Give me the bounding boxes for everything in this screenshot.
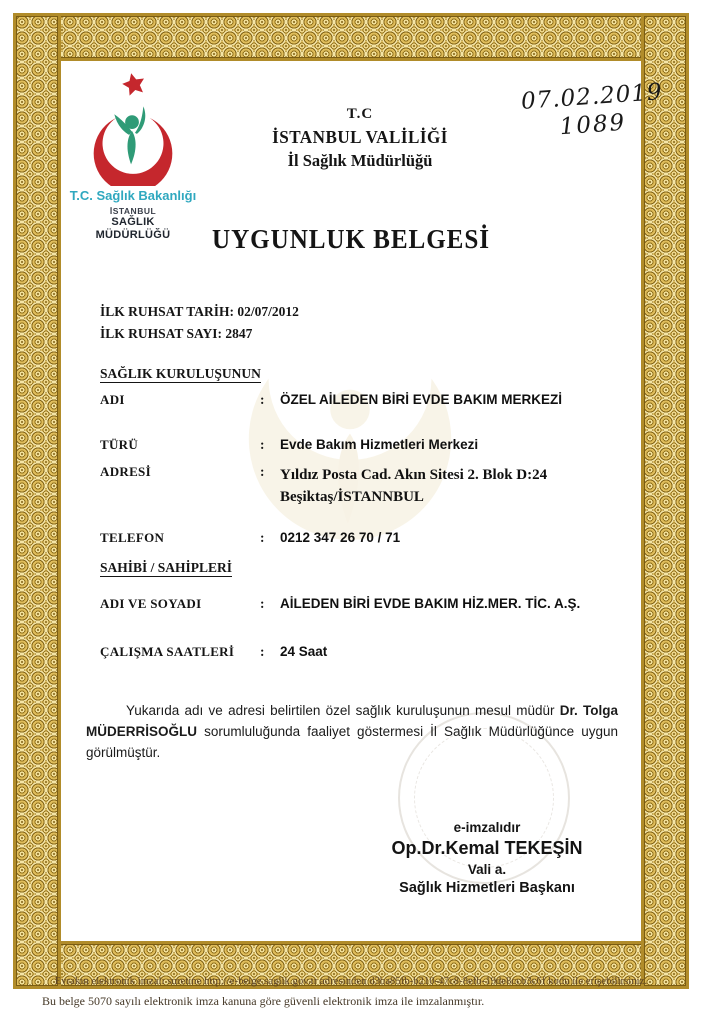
approval-text-part2: sorumluluğunda faaliyet göstermesi İl Sağlık Müdürlüğünce uygun görülmüştür. bbox=[86, 724, 618, 760]
esignature-label: e-imzalıdır bbox=[453, 820, 521, 835]
field-value-phone: 0212 347 26 70 / 71 bbox=[280, 530, 401, 545]
watermark-crescent-icon bbox=[205, 295, 495, 630]
colon-separator: : bbox=[260, 464, 265, 479]
field-label-phone: TELEFON bbox=[100, 530, 165, 545]
signatory-deputy-label: Vali a. bbox=[467, 862, 507, 877]
footer-verification-line: Evrakın elektronik imzalı suretine http://e-belge.saglik.gov.tr adresinden d3ba85fb-b210-47c8-8efb-19de8ccb3c6f kodu ile erişebilirsiniz. bbox=[54, 976, 648, 987]
logo-org-line1: SAĞLIK bbox=[111, 216, 155, 228]
signature-block bbox=[352, 820, 622, 896]
handwritten-number: 1089 bbox=[558, 109, 628, 141]
handwritten-annotation bbox=[520, 79, 663, 143]
license-date-line: İLK RUHSAT TARİH: 02/07/2012 bbox=[100, 304, 299, 319]
field-row-owner-name bbox=[100, 596, 620, 612]
field-value-working-hours: 24 Saat bbox=[280, 644, 328, 659]
license-block bbox=[100, 301, 299, 345]
colon-separator: : bbox=[260, 437, 265, 452]
field-value-type: Evde Bakım Hizmetleri Merkezi bbox=[280, 437, 479, 452]
ministry-logo bbox=[58, 70, 208, 242]
field-value-name: ÖZEL AİLEDEN BİRİ EVDE BAKIM MERKEZİ bbox=[280, 392, 563, 407]
field-row-address bbox=[100, 464, 620, 508]
signatory-name: Op.Dr.Kemal TEKEŞİN bbox=[391, 838, 583, 858]
header-tc: T.C bbox=[346, 106, 374, 122]
field-row-name bbox=[100, 392, 620, 408]
section-owner-header: SAHİBİ / SAHİPLERİ bbox=[100, 560, 233, 575]
field-value-address bbox=[280, 464, 620, 508]
approval-manager-name: Dr. Tolga MÜDERRİSOĞLU bbox=[86, 703, 618, 739]
field-label-working-hours: ÇALIŞMA SAATLERİ bbox=[100, 644, 235, 659]
certificate-title: UYGUNLUK BELGESİ bbox=[212, 224, 490, 254]
colon-separator: : bbox=[260, 392, 265, 407]
field-row-phone bbox=[100, 530, 620, 546]
license-number-line: İLK RUHSAT SAYI: 2847 bbox=[100, 326, 253, 341]
address-line1: Yıldız Posta Cad. Akın Sitesi 2. Blok D:24 bbox=[280, 467, 548, 483]
logo-city: İSTANBUL bbox=[109, 206, 157, 216]
address-line2: Beşiktaş/İSTANNBUL bbox=[280, 489, 424, 505]
approval-paragraph bbox=[86, 700, 618, 763]
field-label-owner-name: ADI VE SOYADI bbox=[100, 596, 202, 611]
logo-figure-icon bbox=[114, 106, 145, 164]
logo-org-line2: MÜDÜRLÜĞÜ bbox=[95, 229, 171, 241]
header-governorship: İSTANBUL VALİLİĞİ bbox=[272, 127, 448, 147]
field-label-name: ADI bbox=[100, 392, 125, 407]
logo-star-icon bbox=[120, 71, 147, 97]
ornamental-border-top bbox=[14, 14, 688, 60]
logo-ministry-name: T.C. Sağlık Bakanlığı bbox=[69, 188, 197, 203]
government-header bbox=[210, 106, 510, 171]
crescent-star-figure-icon bbox=[71, 70, 195, 186]
field-row-working-hours bbox=[100, 644, 620, 660]
field-label-type: TÜRÜ bbox=[100, 437, 139, 452]
ornamental-border-right bbox=[642, 14, 688, 988]
field-label-address: ADRESİ bbox=[100, 464, 151, 479]
field-row-type bbox=[100, 437, 620, 453]
colon-separator: : bbox=[260, 644, 265, 659]
colon-separator: : bbox=[260, 596, 265, 611]
colon-separator: : bbox=[260, 530, 265, 545]
handwritten-date: 07.02.2019 bbox=[520, 79, 664, 115]
ornamental-border-left bbox=[14, 14, 60, 988]
field-value-owner-name: AİLEDEN BİRİ EVDE BAKIM HİZ.MER. TİC. A.Ş. bbox=[280, 596, 581, 611]
footer-law-line: Bu belge 5070 sayılı elektronik imza kanuna göre güvenli elektronik imza ile imzalanmıştır. bbox=[42, 994, 485, 1008]
approval-text-part1: Yukarıda adı ve adresi belirtilen özel sağlık kuruluşunun mesul müdür bbox=[126, 703, 560, 718]
section-facility-header: SAĞLIK KURULUŞUNUN bbox=[100, 366, 261, 381]
signatory-role: Sağlık Hizmetleri Başkanı bbox=[399, 880, 575, 896]
header-directorate: İl Sağlık Müdürlüğü bbox=[287, 151, 433, 170]
